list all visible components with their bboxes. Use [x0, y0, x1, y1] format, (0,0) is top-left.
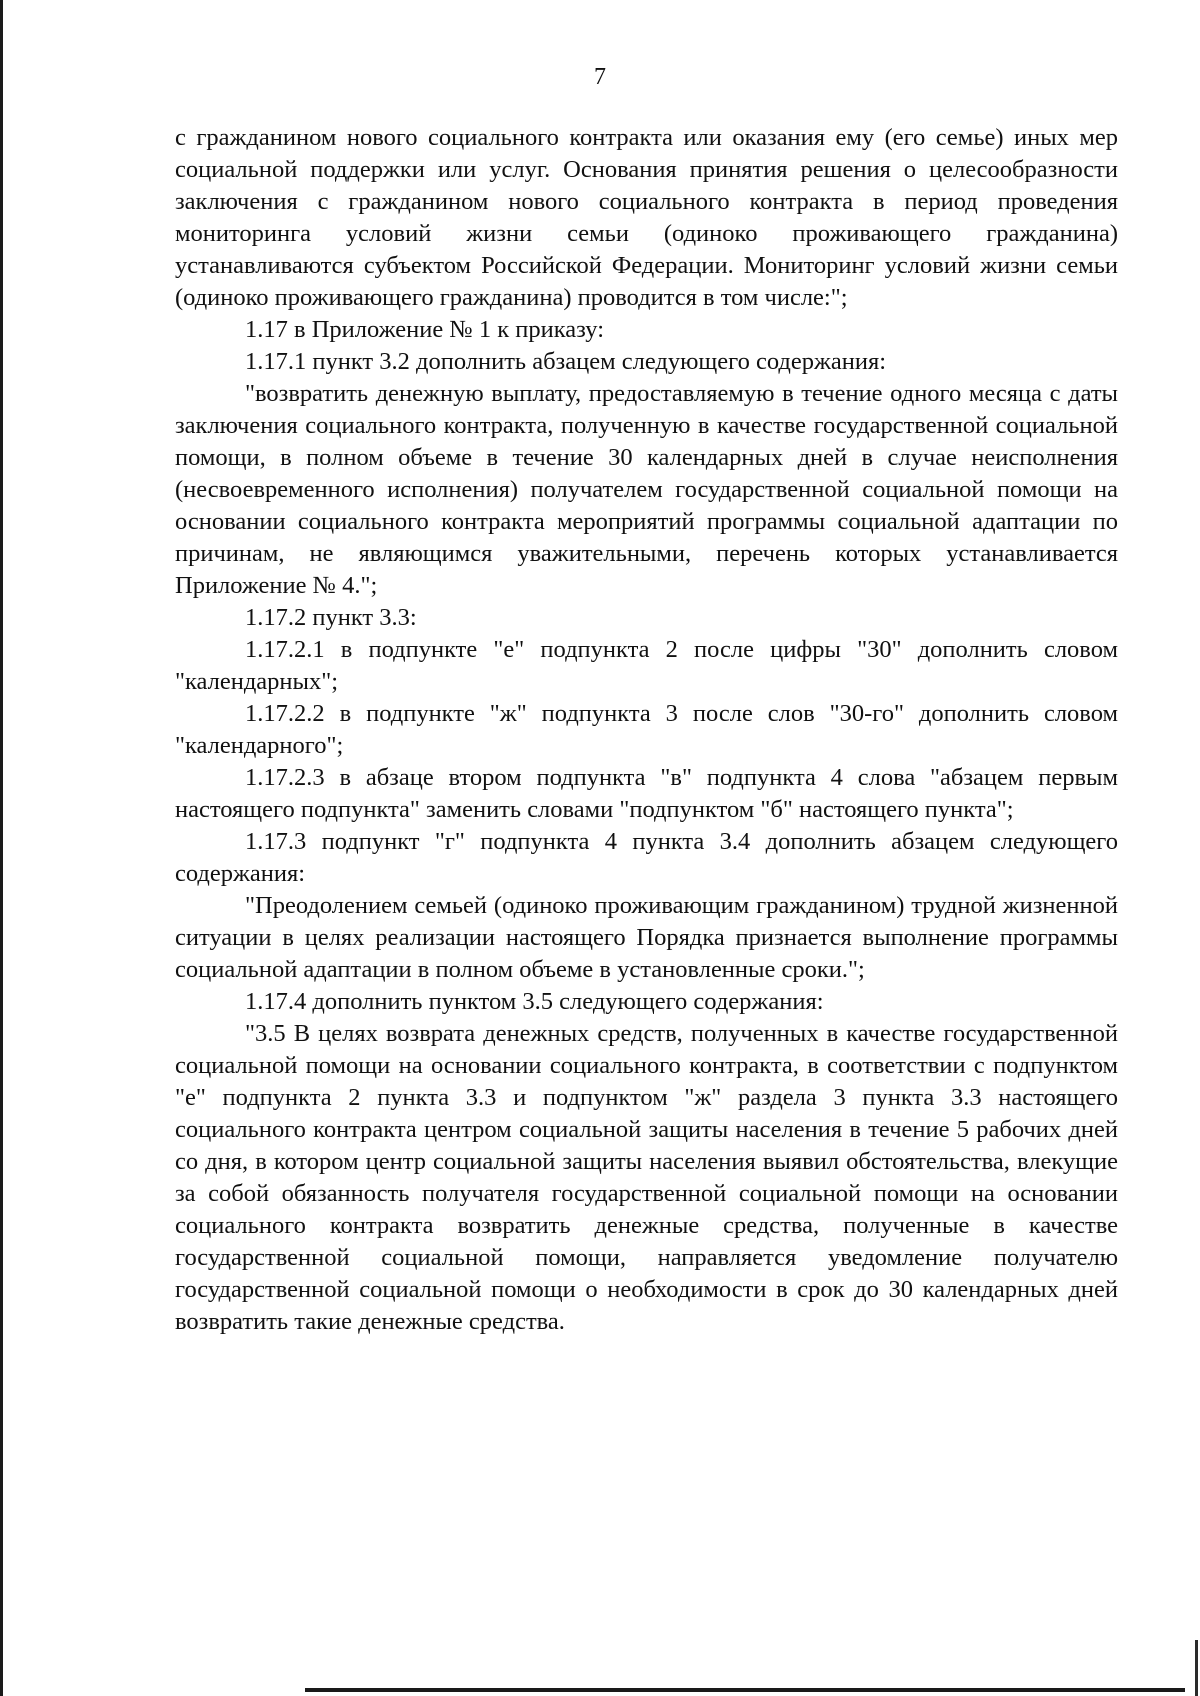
paragraph-quote-overcoming: "Преодолением семьей (одиноко проживающим гражданином) трудной жизненной ситуации в целях реализации настоящего Порядка признается выполнение программы социальной адаптации в полном объеме в установленные сроки.";	[175, 892, 1118, 983]
paragraph-1-17-1: 1.17.1 пункт 3.2 дополнить абзацем следующего содержания:	[245, 348, 887, 375]
document-body	[175, 122, 1118, 1338]
scan-edge-right	[1195, 1640, 1198, 1696]
paragraph-continuation: с гражданином нового социального контракта или оказания ему (его семье) иных мер социальной поддержки или услуг. Основания принятия решения о целесообразности заключения с гражданином нового социального контракта в период проведения мониторинга условий жизни семьи (одиноко проживающего гражданина) устанавливаются субъектом Российской Федерации. Мониторинг условий жизни семьи (одиноко проживающего гражданина) проводится в том числе:";	[175, 124, 1118, 311]
paragraph-1-17-3: 1.17.3 подпункт "г" подпункта 4 пункта 3.4 дополнить абзацем следующего содержания:	[175, 828, 1118, 887]
scan-edge-bottom	[305, 1688, 1185, 1692]
paragraph-1-17-2-2: 1.17.2.2 в подпункте "ж" подпункта 3 после слов "30-го" дополнить словом "календарного";	[175, 700, 1118, 759]
paragraph-1-17: 1.17 в Приложение № 1 к приказу:	[245, 316, 604, 343]
paragraph-1-17-2-3: 1.17.2.3 в абзаце втором подпункта "в" подпункта 4 слова "абзацем первым настоящего подпункта" заменить словами "подпунктом "б" настоящего пункта";	[175, 764, 1118, 823]
page-number: 7	[594, 64, 606, 90]
paragraph-1-17-4: 1.17.4 дополнить пунктом 3.5 следующего содержания:	[245, 988, 824, 1015]
scan-edge-left	[0, 0, 3, 1696]
paragraph-quote-3-5: "3.5 В целях возврата денежных средств, полученных в качестве государственной социальной помощи на основании социального контракта, в соответствии с подпунктом "е" подпункта 2 пункта 3.3 и подпунктом "ж" раздела 3 пункта 3.3 настоящего социального контракта центром социальной защиты населения в течение 5 рабочих дней со дня, в котором центр социальной защиты населения выявил обстоятельства, влекущие за собой обязанность получателя государственной социальной помощи на основании социального контракта возвратить денежные средства, полученные в качестве государственной социальной помощи, направляется уведомление получателю государственной социальной помощи о необходимости в срок до 30 календарных дней возвратить такие денежные средства.	[175, 1020, 1118, 1335]
paragraph-1-17-2: 1.17.2 пункт 3.3:	[245, 604, 417, 631]
paragraph-1-17-2-1: 1.17.2.1 в подпункте "е" подпункта 2 после цифры "30" дополнить словом "календарных";	[175, 636, 1118, 695]
paragraph-quote-return-payment: "возвратить денежную выплату, предоставляемую в течение одного месяца с даты заключения социального контракта, полученную в качестве государственной социальной помощи, в полном объеме в течение 30 календарных дней в случае неисполнения (несвоевременного исполнения) получателем государственной социальной помощи на основании социального контракта мероприятий программы социальной адаптации по причинам, не являющимся уважительными, перечень которых устанавливается Приложение № 4.";	[175, 380, 1118, 599]
